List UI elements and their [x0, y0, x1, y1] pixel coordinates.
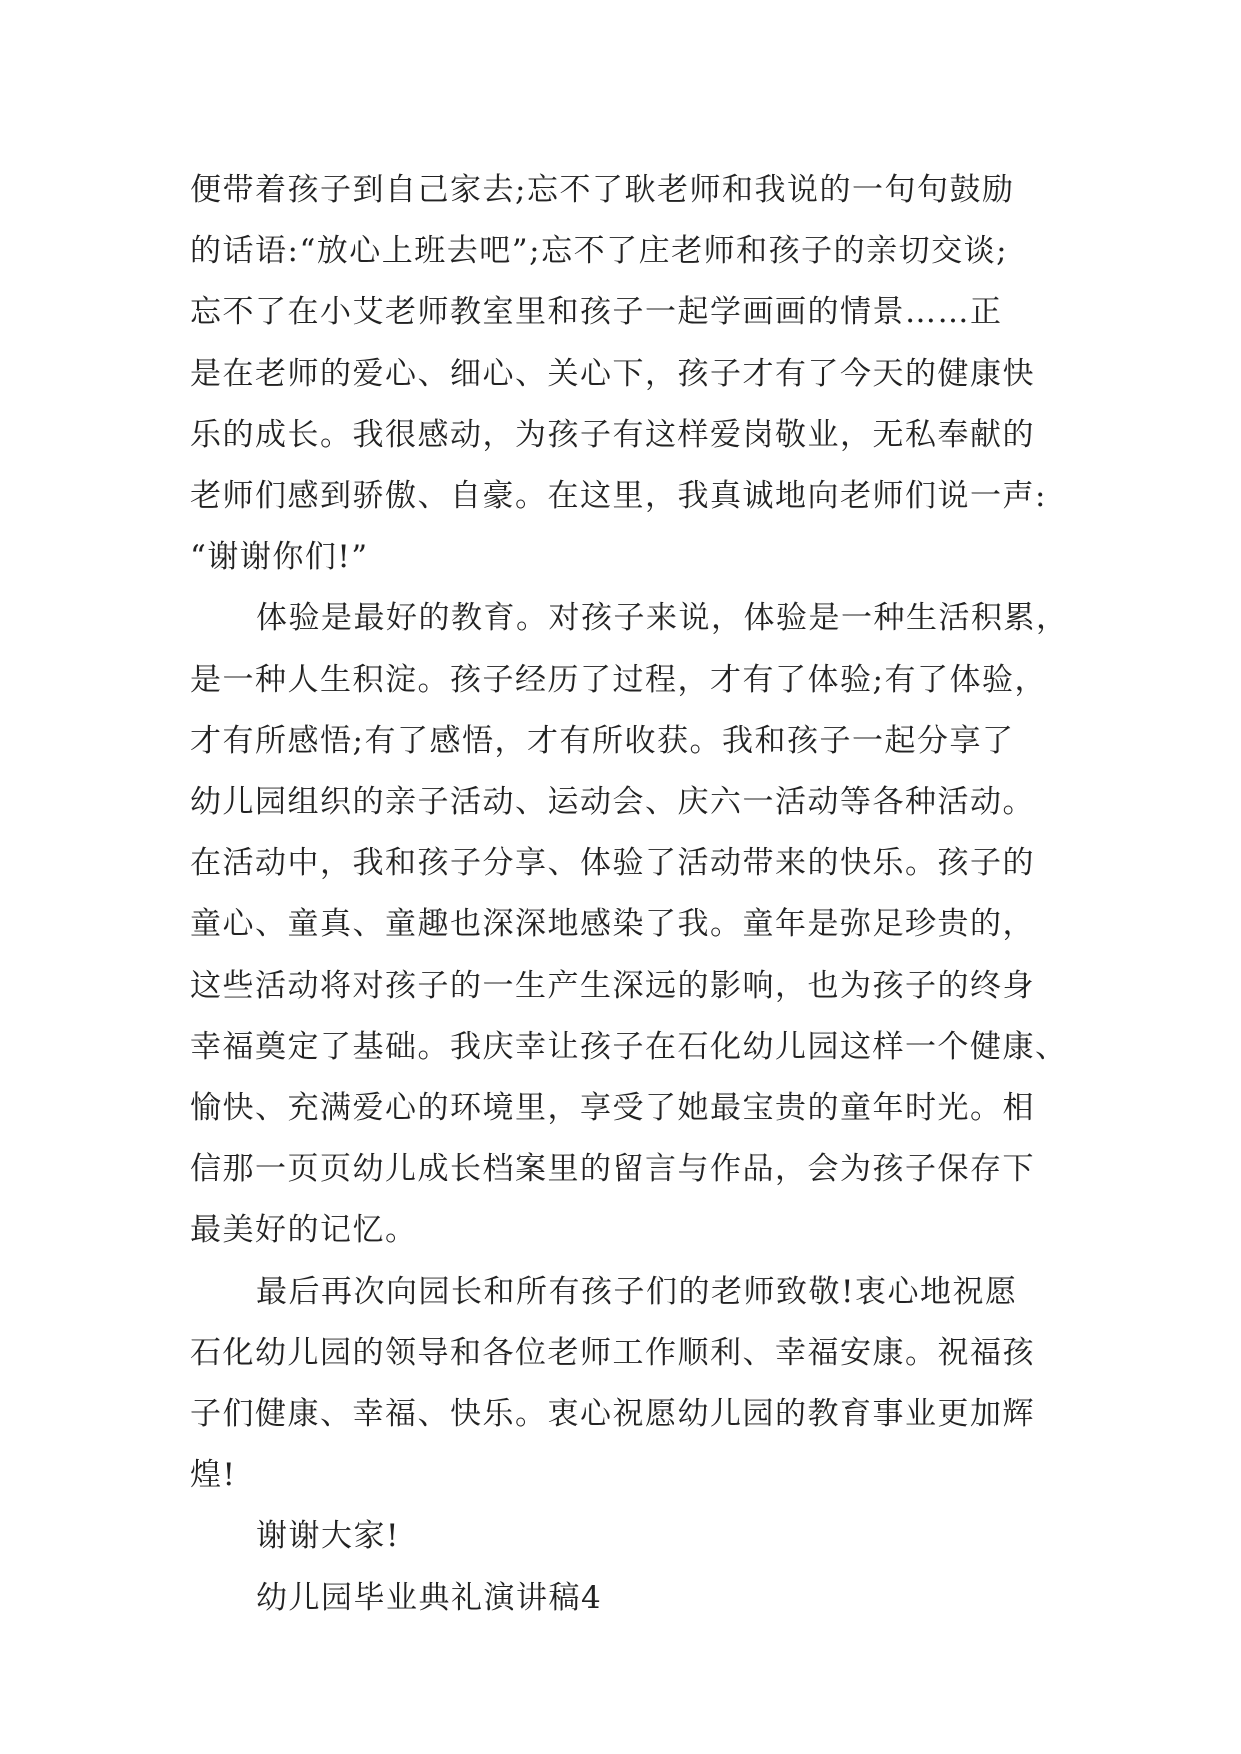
document-body: [190, 160, 1070, 1629]
text-line: 幸福奠定了基础。我庆幸让孩子在石化幼儿园这样一个健康、: [190, 1028, 1068, 1065]
paragraph-1: [190, 160, 1070, 588]
text-line: 体验是最好的教育。对孩子来说，体验是一种生活积累，: [256, 600, 1069, 637]
text-line: “谢谢你们!”: [190, 539, 369, 576]
text-line: 忘不了在小艾老师教室里和孩子一起学画画的情景……正: [190, 294, 1003, 331]
paragraph-5-heading: [190, 1568, 1070, 1629]
text-line: 才有所感悟;有了感悟，才有所收获。我和孩子一起分享了: [190, 722, 1015, 759]
text-line: 幼儿园组织的亲子活动、运动会、庆六一活动等各种活动。: [190, 784, 1035, 821]
text-line: 石化幼儿园的领导和各位老师工作顺利、幸福安康。祝福孩: [190, 1334, 1035, 1371]
text-line: 这些活动将对孩子的一生产生深远的影响，也为孩子的终身: [190, 967, 1035, 1004]
text-line: 老师们感到骄傲、自豪。在这里，我真诚地向老师们说一声:: [190, 478, 1047, 515]
text-line: 是一种人生积淀。孩子经历了过程，才有了体验;有了体验，: [190, 661, 1047, 698]
paragraph-2: [190, 588, 1070, 1261]
section-heading: 幼儿园毕业典礼演讲稿4: [256, 1579, 603, 1616]
paragraph-3: [190, 1262, 1070, 1507]
text-line: 愉快、充满爱心的环境里，享受了她最宝贵的童年时光。相: [190, 1090, 1035, 1127]
paragraph-4: [190, 1506, 1070, 1567]
text-line: 乐的成长。我很感动，为孩子有这样爱岗敬业，无私奉献的: [190, 416, 1035, 453]
text-line: 煌!: [190, 1457, 237, 1494]
text-line: 谢谢大家!: [256, 1518, 400, 1555]
text-line: 子们健康、幸福、快乐。衷心祝愿幼儿园的教育事业更加辉: [190, 1396, 1035, 1433]
text-line: 最美好的记忆。: [190, 1212, 418, 1249]
text-line: 信那一页页幼儿成长档案里的留言与作品，会为孩子保存下: [190, 1151, 1035, 1188]
text-line: 便带着孩子到自己家去;忘不了耿老师和我说的一句句鼓励: [190, 172, 1015, 208]
text-line: 是在老师的爱心、细心、关心下，孩子才有了今天的健康快: [190, 355, 1035, 392]
text-line: 的话语:“放心上班去吧”;忘不了庄老师和孩子的亲切交谈;: [190, 233, 1009, 270]
text-line: 在活动中，我和孩子分享、体验了活动带来的快乐。孩子的: [190, 845, 1035, 882]
text-line: 最后再次向园长和所有孩子们的老师致敬!衷心地祝愿: [256, 1273, 1018, 1310]
text-line: 童心、童真、童趣也深深地感染了我。童年是弥足珍贵的，: [190, 906, 1035, 943]
